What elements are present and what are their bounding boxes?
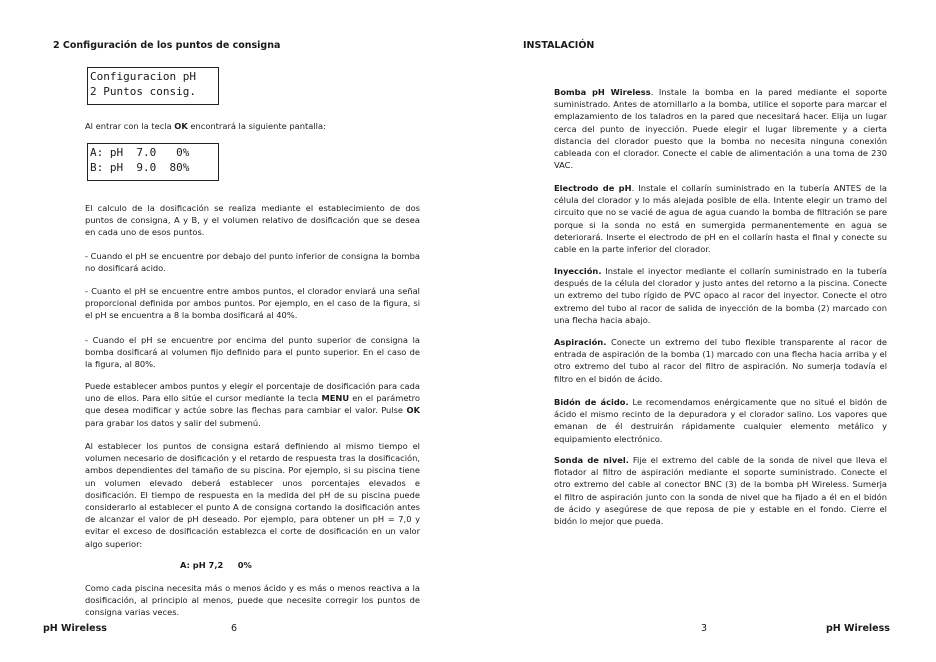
right-page-title: INSTALACIÓN bbox=[523, 40, 595, 51]
ok-key-label: OK bbox=[174, 121, 188, 131]
left-page-title: 2 Configuración de los puntos de consigna bbox=[53, 40, 281, 51]
section-electrode: Electrodo de pH. Instale el collarín suministrado en la tubería ANTES de la célula del clorador y lo más alejada posible de ella. Intente elegir un tramo del circuito que no se vacié de agua de agua cuando la bomba de filtración se pare porque si la sonda no está en sumergida permanentemente en agua se deteriorará. Inserte el electrodo de pH en el collarín hasta el final y conecte su cable en la parte inferior del clorador. bbox=[554, 183, 888, 255]
section-aspiration: Aspiración. Conecte un extremo del tubo flexible transparente al racor de entrada de aspiración de la bomba (1) marcado con una flecha hacia arriba y el otro extremo del tubo al racor del filtro de aspiración. No sumerja todavía el filtro en el bidón de ácido. bbox=[554, 337, 887, 384]
lcd-line: Configuracion pH bbox=[90, 70, 196, 83]
paragraph-adjust: Como cada piscina necesita más o menos ácido y es más o menos reactiva a la dosificación, al principio al menos, puede que necesite corregir los puntos de consigna varias veces. bbox=[85, 583, 420, 618]
lcd-display-menu bbox=[87, 67, 219, 105]
left-footer-page-number: 6 bbox=[231, 623, 238, 634]
lcd-line: B: pH 9.0 80% bbox=[90, 161, 190, 174]
section-term: Bomba pH Wireless bbox=[554, 87, 651, 97]
left-footer-brand: pH Wireless bbox=[43, 623, 107, 634]
paragraph-set-points: Puede establecer ambos puntos y elegir el porcentaje de dosificación para cada uno de ellos. Para ello sitúe el cursor mediante la tecla MENU en el parámetro que desea modificar y actúe sobre las flechas para cambiar el valor. Pulse OK para grabar los datos y salir del submenú. bbox=[85, 381, 420, 428]
lcd-line: A: pH 7.0 0% bbox=[90, 146, 190, 159]
ok-key-label: OK bbox=[406, 405, 420, 416]
paragraph-below-point: - Cuando el pH se encuentre por debajo del punto inferior de consigna la bomba no dosificará acido. bbox=[85, 251, 420, 274]
section-term: Bidón de ácido. bbox=[554, 397, 629, 407]
lcd-display-setpoints bbox=[87, 143, 219, 181]
right-footer-page-number: 3 bbox=[701, 623, 708, 634]
paragraph-response-time: Al establecer los puntos de consigna estará definiendo al mismo tiempo el volumen necesario de dosificación y el retardo de respuesta tras la dosificación, ambos dependientes del tamaño de su piscina. Por ejemplo, si su piscina tiene un volumen elevado deberá establecer unos porcentajes elevados e dosificación. El tiempo de respuesta en la medida del pH de su piscina puede considerarlo al establecer el punto A de consigna cortando la dosificación antes de alcanzar el valor de pH deseado. Por ejemplo, para obtener un pH = 7,0 y evitar el exceso de dosificación establezca el corte de dosificación en un valor algo superior: bbox=[85, 441, 420, 549]
menu-key-label: MENU bbox=[321, 393, 350, 404]
paragraph-above-point: - Cuando el pH se encuentre por encima del punto superior de consigna la bomba dosificará al volumen fijo definido para el punto superior. En el caso de la figura, al 80%. bbox=[85, 335, 420, 370]
lcd-line: 2 Puntos consig. bbox=[90, 85, 196, 98]
intro-text: Al entrar con la tecla OK encontrará la siguiente pantalla: bbox=[85, 121, 326, 131]
section-injection: Inyección. Instale el inyector mediante el collarín suministrado en la tubería después de la célula del clorador y justo antes del retorno a la piscina. Conecte un extremo del tubo rígido de PVC opaco al racor del inyector. Conecte el otro extremo del tubo al racor de salida de inyección de la bomba (2) marcado con una flecha hacia abajo. bbox=[554, 266, 887, 325]
paragraph-dosing-calc: El calculo de la dosificación se realiza mediante el establecimiento de dos puntos de consigna, A y B, y el volumen relativo de dosificación que se desea en cada uno de esos puntos. bbox=[85, 203, 420, 238]
section-term: Aspiración. bbox=[554, 337, 607, 347]
section-term: Inyección. bbox=[554, 266, 602, 276]
section-term: Sonda de nivel. bbox=[554, 455, 629, 465]
paragraph-between-points: - Cuanto el pH se encuentre entre ambos puntos, el clorador enviará una señal proporcional definida por ambos puntos. Por ejemplo, en el caso de la figura, si el pH se encuentra a 8 la bomba dosificará al 40%. bbox=[85, 286, 420, 321]
example-setpoint: A: pH 7,2 0% bbox=[180, 560, 252, 570]
section-level-probe: Sonda de nivel. Fije el extremo del cable de la sonda de nivel que lleva el flotador al filtro de aspiración mediante el soporte suministrado. Conecte el otro extremo del cable al conector BNC (3) de la bomba pH Wireless. Sumerja el filtro de aspiración junto con la sonda de nivel que ha fijado a él en el bidón de ácido y asegúrese de que reposa de pie y estable en el fondo. Cierre el bidón lo mejor que pueda. bbox=[554, 455, 887, 527]
section-pump: Bomba pH Wireless. Instale la bomba en la pared mediante el soporte suministrado. Antes de atornillarlo a la bomba, utilice el soporte para marcar el emplazamiento de los taladros en la pared que necesitará hacer. Elija un lugar cerca del punto de inyección. Puede elegir el lugar libremente y a cierta distancia del clorador puesto que la bomba no necesita ninguna conexión cableada con el clorador. Conecte el cable de alimentación a una toma de 230 VAC. bbox=[554, 87, 887, 171]
right-footer-brand: pH Wireless bbox=[826, 623, 890, 634]
section-acid-drum: Bidón de ácido. Le recomendamos enérgicamente que no situé el bidón de ácido el mismo recinto de la depuradora y el clorador salino. Los vapores que emanan de él destruirán rápidamente cualquier elemento metálico y equipamiento electrónico. bbox=[554, 397, 888, 444]
section-term: Electrodo de pH bbox=[554, 183, 632, 193]
